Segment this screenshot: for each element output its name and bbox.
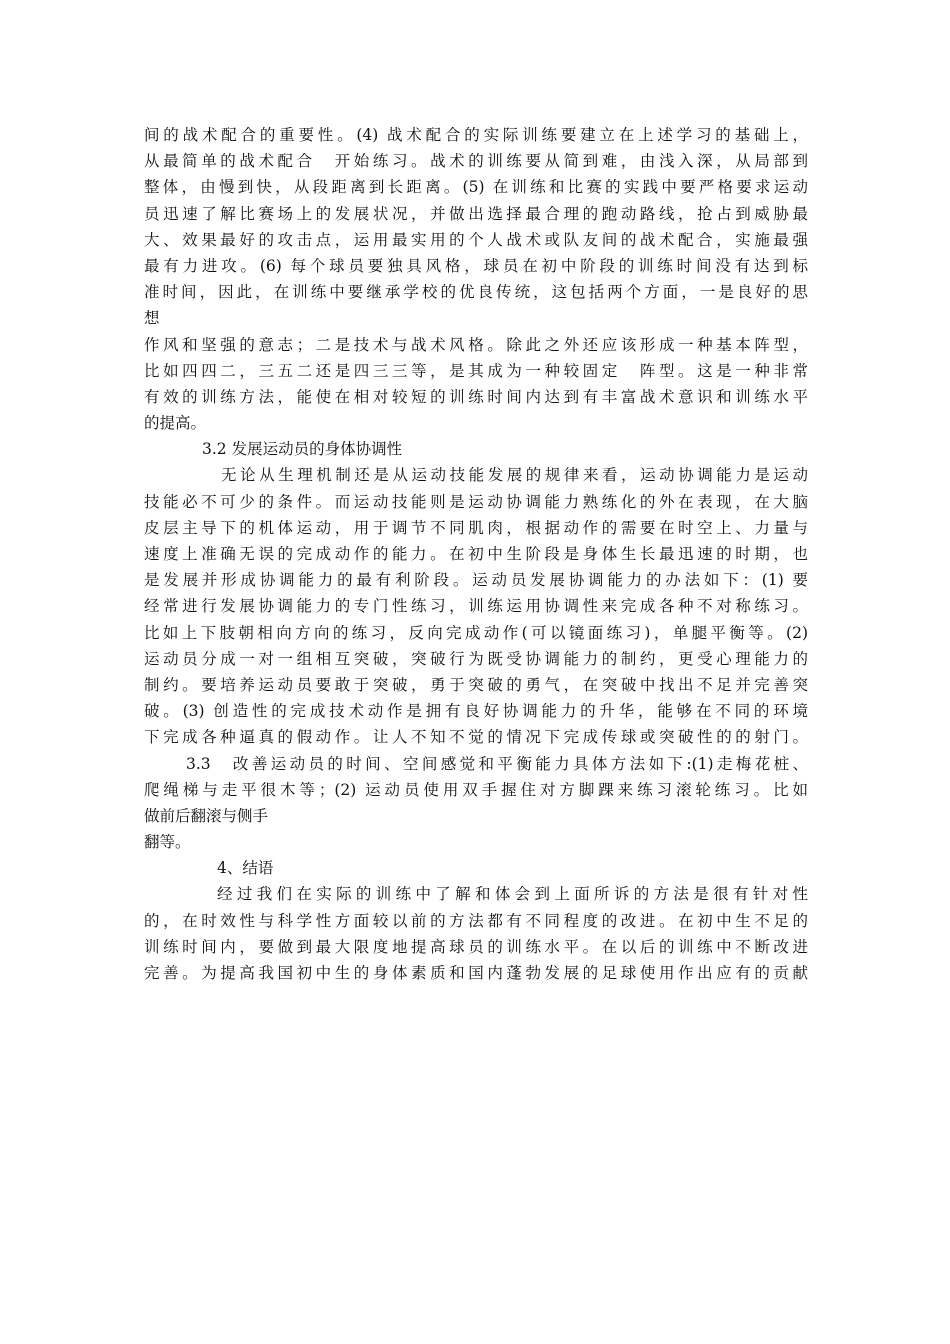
- text-line: 是发展并形成协调能力的最有利阶段。运动员发展协调能力的办法如下：(1) 要: [144, 571, 808, 590]
- text-line: 最有力进攻。(6) 每个球员要独具风格，球员在初中阶段的训练时间没有达到标: [144, 256, 808, 275]
- text-line: 准时间，因此，在训练中要继承学校的优良传统，这包括两个方面，一是良好的思: [144, 283, 808, 302]
- text-line: 有效的训练方法，能使在相对较短的训练时间内达到有丰富战术意识和训练水平: [144, 387, 808, 406]
- text-line: 速度上准确无误的完成动作的能力。在初中生阶段是身体生长最迅速的时期，也: [144, 545, 808, 563]
- text-line: 经常进行发展协调能力的专门性练习，训练运用协调性来完成各种不对称练习。: [144, 597, 808, 616]
- text-line: 经过我们在实际的训练中了解和体会到上面所诉的方法是很有针对性: [217, 885, 808, 904]
- text-line: 比如上下肢朝相向方向的练习，反向完成动作(可以镜面练习)，单腿平衡等。(2): [144, 623, 808, 642]
- section-heading-3-3: 3.3 改善运动员的时间、空间感觉和平衡能力具体方法如下:(1)走梅花桩、: [186, 754, 808, 773]
- section-heading-3-2: 3.2 发展运动员的身体协调性: [202, 440, 403, 459]
- text-line: 运动员分成一对一组相互突破，突破行为既受协调能力的制约，更受心理能力的: [144, 649, 808, 668]
- text-line: 皮层主导下的机体运动，用于调节不同肌肉，根据动作的需要在时空上、力量与: [144, 518, 808, 537]
- document-body: [144, 122, 808, 986]
- text-line: 想: [144, 309, 160, 328]
- text-line: 间的战术配合的重要性。(4) 战术配合的实际训练要建立在上述学习的基础上，: [144, 126, 808, 144]
- text-line: 的提高。: [144, 414, 207, 433]
- text-line: 无论从生理机制还是从运动技能发展的规律来看，运动协调能力是运动: [221, 466, 808, 485]
- section-heading-conclusion: 4、结语: [217, 859, 274, 878]
- text-line: 从最简单的战术配合 开始练习。战术的训练要从简到难，由浅入深，从局部到: [144, 152, 808, 171]
- text-line: 训练时间内，要做到最大限度地提高球员的训练水平。在以后的训练中不断改进: [144, 937, 808, 956]
- text-line: 爬绳梯与走平很木等；(2) 运动员使用双手握住对方脚踝来练习滚轮练习。比如: [144, 780, 808, 799]
- text-line: 的，在时效性与科学性方面较以前的方法都有不同程度的改进。在初中生不足的: [144, 911, 808, 930]
- text-line: 翻等。: [144, 833, 191, 852]
- text-line: 大、效果最好的攻击点，运用最实用的个人战术或队友间的战术配合，实施最强: [144, 230, 808, 249]
- text-line: 破。(3) 创造性的完成技术动作是拥有良好协调能力的升华，能够在不同的环境: [144, 702, 808, 721]
- text-line: 整体，由慢到快，从段距离到长距离。(5) 在训练和比赛的实践中要严格要求运动: [144, 178, 808, 197]
- text-line: 完善。为提高我国初中生的身体素质和国内蓬勃发展的足球使用作出应有的贡献: [144, 964, 808, 982]
- text-line: 作风和坚强的意志；二是技术与战术风格。除此之外还应该形成一种基本阵型，: [144, 335, 808, 354]
- text-line: 制约。要培养运动员要敢于突破，勇于突破的勇气，在突破中找出不足并完善突: [144, 675, 808, 694]
- text-line: 员迅速了解比赛场上的发展状况，并做出选择最合理的跑动路线，抢占到威胁最: [144, 204, 808, 223]
- text-line: 技能必不可少的条件。而运动技能则是运动协调能力熟练化的外在表现，在大脑: [144, 492, 808, 511]
- text-line: 下完成各种逼真的假动作。让人不知不觉的情况下完成传球或突破性的的射门。: [144, 728, 808, 747]
- text-line: 比如四四二，三五二还是四三三等，是其成为一种较固定 阵型。这是一种非常: [144, 361, 808, 380]
- text-line: 做前后翻滚与侧手: [144, 806, 269, 825]
